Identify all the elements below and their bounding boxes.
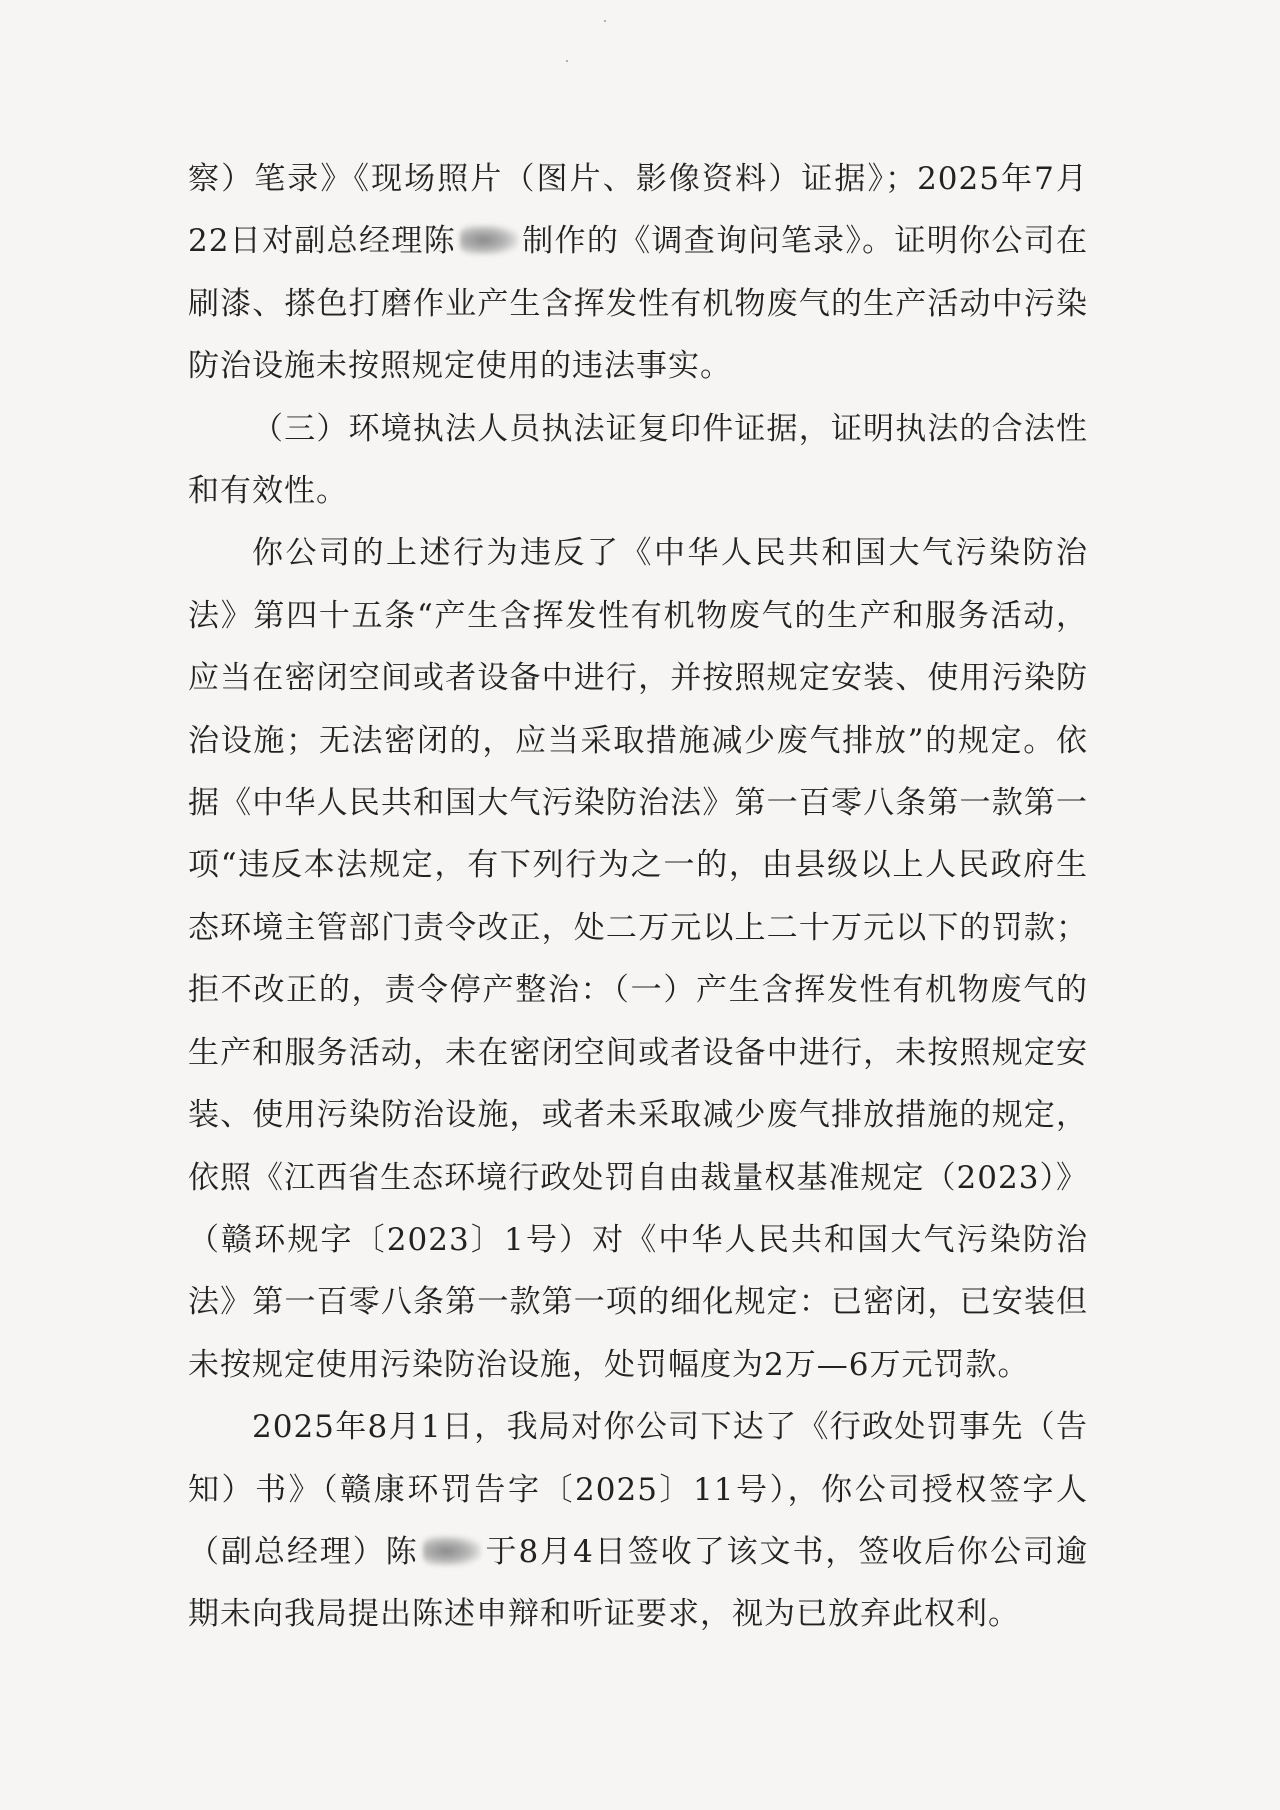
paragraph-evidence-credentials: （三）环境执法人员执法证复印件证据，证明执法的合法性和有效性。	[188, 410, 1088, 510]
scan-speck	[604, 20, 606, 22]
paragraph-text: 制作的《调查询问笔录》。证明你公司在刷漆、搽色打磨作业产生含挥发性有机物废气的生产活动中污染防治设施未按照规定使用的违法事实。	[188, 223, 1088, 385]
paragraph-legal-basis: 你公司的上述行为违反了《中华人民共和国大气污染防治法》第四十五条“产生含挥发性有机物废气的生产和服务活动，应当在密闭空间或者设备中进行，并按照规定安装、使用污染防治设施；无法密闭的，应当采取措施减少废气排放”的规定。依据《中华人民共和国大气污染防治法》第一百零八条第一款第一项“违反本法规定，有下列行为之一的，由县级以上人民政府生态环境主管部门责令改正，处二万元以上二十万元以下的罚款；拒不改正的，责令停产整治：（一）产生含挥发性有机物废气的生产和服务活动，未在密闭空间或者设备中进行，未按照规定安装、使用污染防治设施，或者未采取减少废气排放措施的规定，依照《江西省生态环境行政处罚自由裁量权基准规定（2023）》（赣环规字〔2023〕1号）对《中华人民共和国大气污染防治法》第一百零八条第一款第一项的细化规定：已密闭，已安装但未按规定使用污染防治设施，处罚幅度为2万—6万元罚款。	[188, 535, 1088, 1383]
redacted-name-blur	[460, 225, 518, 255]
paragraph-evidence-records	[188, 148, 1088, 398]
scan-speck	[566, 60, 568, 62]
redacted-name-blur	[423, 1536, 481, 1566]
paragraph-text: 于8月4日签收了该文书，签收后你公司逾期未向我局提出陈述申辩和听证要求，视为已放弃此权利。	[188, 1533, 1088, 1633]
document-body	[188, 148, 1088, 1646]
paragraph-text: 2025年8月1日，我局对你公司下达了《行政处罚事先（告知）书》（赣康环罚告字〔2025〕11号），你公司授权签字人（副总经理）陈	[188, 1409, 1088, 1570]
paragraph-text: 察）笔录》《现场照片（图片、影像资料）证据》；2025年7月22日对副总经理陈	[188, 161, 1088, 260]
paragraph-notice-served	[188, 1396, 1088, 1646]
